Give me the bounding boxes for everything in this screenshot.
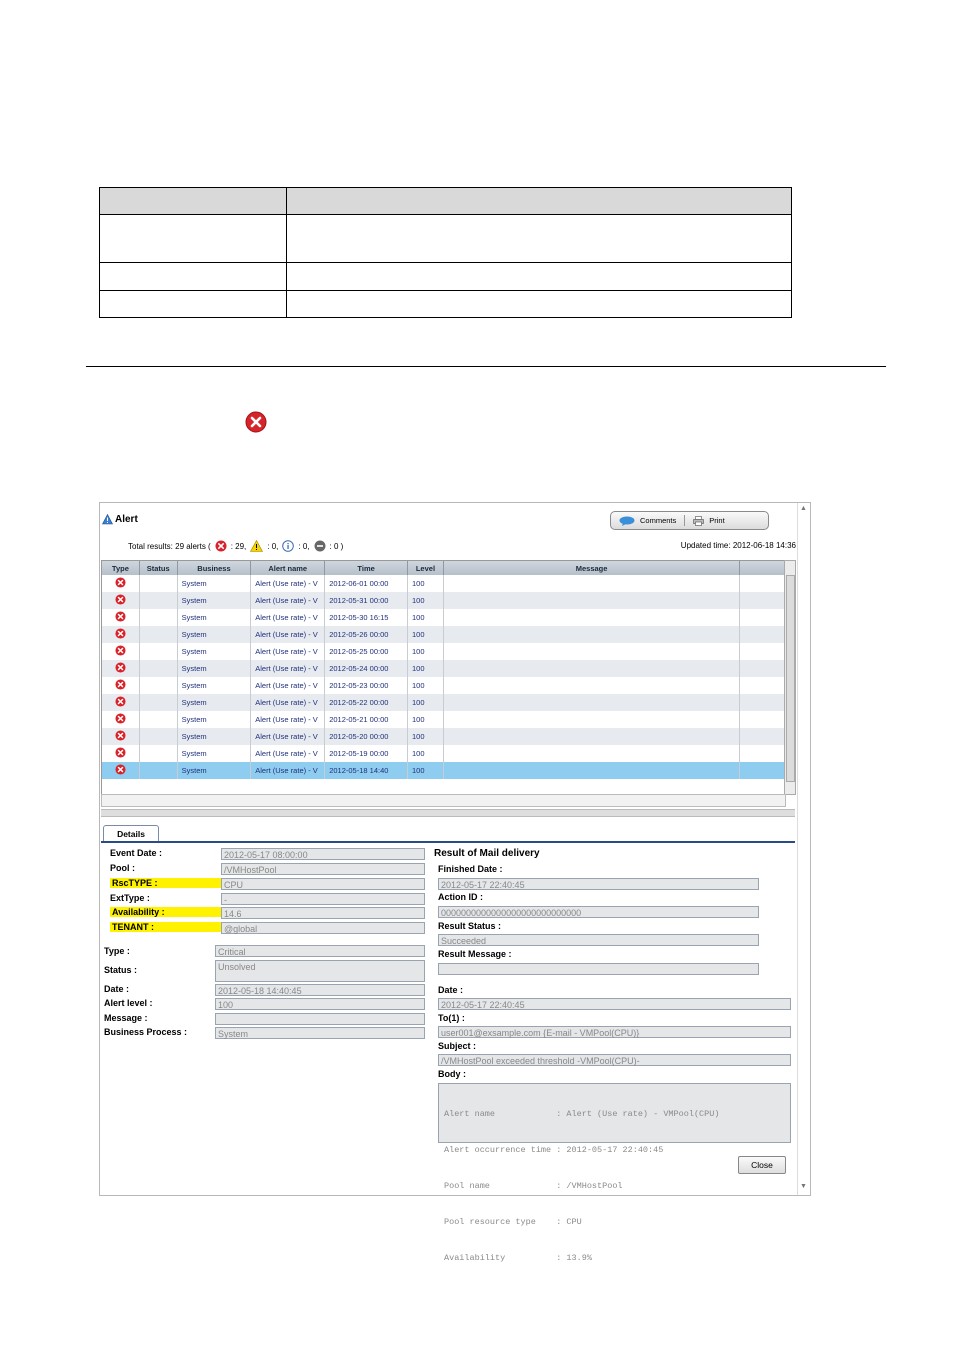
status-cell — [139, 728, 177, 745]
time-cell: 2012-05-20 00:00 — [325, 728, 408, 745]
exttype-label: ExtType : — [110, 893, 150, 903]
info-icon — [282, 540, 294, 552]
type-label: Type : — [104, 946, 130, 956]
type-cell — [102, 575, 139, 592]
spacer-cell — [740, 677, 785, 694]
spacer-cell — [740, 745, 785, 762]
status-field[interactable]: Unsolved — [215, 960, 425, 982]
date-field[interactable]: 2012-05-18 14:40:45 — [215, 984, 425, 996]
level-cell: 100 — [408, 711, 444, 728]
spacer-cell — [740, 762, 785, 779]
alert-name-cell: Alert (Use rate) - V — [251, 694, 325, 711]
subject-field[interactable]: /VMHostPool exceeded threshold -VMPool(CPU)- — [438, 1054, 791, 1066]
time-cell: 2012-06-01 00:00 — [325, 575, 408, 592]
horizontal-rule — [86, 366, 886, 367]
table-row[interactable] — [102, 592, 785, 609]
business-cell: System — [177, 745, 251, 762]
level-cell: 100 — [408, 592, 444, 609]
finished-date-field[interactable]: 2012-05-17 22:40:45 — [438, 878, 759, 890]
info-count: : 0, — [298, 541, 310, 551]
tenant-field[interactable]: @global — [221, 922, 425, 934]
table-cell — [287, 215, 792, 263]
business-cell: System — [177, 609, 251, 626]
type-cell — [102, 745, 139, 762]
spacer-cell — [740, 575, 785, 592]
result-message-field[interactable] — [438, 963, 759, 975]
message-cell — [443, 694, 739, 711]
type-cell — [102, 660, 139, 677]
spacer-cell — [740, 660, 785, 677]
status-cell — [139, 609, 177, 626]
column-header-type[interactable]: Type — [102, 561, 139, 575]
message-cell — [443, 660, 739, 677]
spacer-cell — [740, 626, 785, 643]
spacer-cell — [740, 592, 785, 609]
column-header-status[interactable]: Status — [139, 561, 177, 575]
alert-window — [99, 502, 811, 1263]
status-label: Status : — [104, 965, 138, 975]
time-cell: 2012-05-30 16:15 — [325, 609, 408, 626]
window-title — [102, 514, 138, 525]
spacer-cell — [740, 711, 785, 728]
body-line: Alert name : Alert (Use rate) - VMPool(CPU) — [444, 1109, 720, 1119]
time-cell: 2012-05-21 00:00 — [325, 711, 408, 728]
status-cell — [139, 762, 177, 779]
business-cell: System — [177, 677, 251, 694]
type-cell — [102, 643, 139, 660]
table-cell — [287, 188, 792, 215]
table-row[interactable] — [102, 728, 785, 745]
business-cell: System — [177, 711, 251, 728]
message-cell — [443, 609, 739, 626]
print-label: Print — [709, 516, 725, 525]
exttype-field[interactable]: - — [221, 893, 425, 905]
table-row[interactable] — [102, 694, 785, 711]
critical-icon — [115, 679, 126, 690]
summary-prefix: Total results: 29 alerts ( — [128, 541, 211, 551]
date-label: Date : — [104, 984, 130, 994]
message-cell — [443, 592, 739, 609]
alert-grid — [101, 560, 786, 795]
critical-count: : 29, — [230, 541, 247, 551]
alert-name-cell: Alert (Use rate) - V — [251, 660, 325, 677]
event-date-label: Event Date : — [110, 848, 163, 858]
window-scrollbar[interactable] — [797, 503, 810, 1195]
status-cell — [139, 643, 177, 660]
body-label: Body : — [438, 1069, 466, 1079]
message-cell — [443, 626, 739, 643]
level-cell: 100 — [408, 575, 444, 592]
table-cell — [287, 290, 792, 317]
alert-name-cell: Alert (Use rate) - V — [251, 762, 325, 779]
document-table — [99, 187, 792, 318]
action-id-label: Action ID : — [438, 892, 483, 902]
availability-field[interactable]: 14.6 — [221, 907, 425, 919]
critical-icon — [115, 747, 126, 758]
close-button[interactable]: Close — [738, 1156, 786, 1174]
updated-time: Updated time: 2012-06-18 14:36 — [680, 541, 796, 550]
message-label: Message : — [104, 1013, 148, 1023]
type-cell — [102, 626, 139, 643]
spacer-cell — [740, 643, 785, 660]
result-message-label: Result Message : — [438, 949, 512, 959]
message-cell — [443, 643, 739, 660]
business-process-field[interactable]: System — [215, 1027, 425, 1039]
grid-header — [102, 561, 785, 575]
comments-button[interactable] — [611, 512, 684, 529]
critical-icon — [115, 611, 126, 622]
table-row[interactable] — [102, 745, 785, 762]
alert-level-label: Alert level : — [104, 998, 153, 1008]
alert-name-cell: Alert (Use rate) - V — [251, 677, 325, 694]
tab-underline — [101, 841, 795, 843]
unknown-icon — [314, 540, 326, 552]
table-row[interactable] — [102, 711, 785, 728]
level-cell: 100 — [408, 694, 444, 711]
alert-name-cell: Alert (Use rate) - V — [251, 711, 325, 728]
alert-name-cell: Alert (Use rate) - V — [251, 745, 325, 762]
body-line: Availability : 13.9% — [444, 1253, 592, 1263]
column-header-message[interactable]: Message — [443, 561, 739, 575]
table-row[interactable] — [102, 677, 785, 694]
spacer-cell — [740, 694, 785, 711]
message-cell — [443, 575, 739, 592]
type-cell — [102, 728, 139, 745]
pool-label: Pool : — [110, 863, 135, 873]
critical-icon — [115, 594, 126, 605]
tenant-label: TENANT : — [110, 922, 222, 932]
warning-icon — [102, 514, 113, 525]
column-header-business[interactable]: Business — [177, 561, 251, 575]
alert-summary — [128, 540, 343, 552]
finished-date-label: Finished Date : — [438, 864, 503, 874]
warning-count: : 0, — [267, 541, 279, 551]
action-id-field[interactable]: 0000000000000000000000000000 — [438, 906, 759, 918]
business-cell: System — [177, 592, 251, 609]
message-cell — [443, 711, 739, 728]
critical-icon — [115, 577, 126, 588]
body-line: Pool name : /VMHostPool — [444, 1181, 623, 1191]
table-row[interactable] — [102, 762, 785, 779]
status-cell — [139, 575, 177, 592]
rsctype-label: RscTYPE : — [110, 878, 222, 888]
business-process-label: Business Process : — [104, 1027, 188, 1037]
time-cell: 2012-05-25 00:00 — [325, 643, 408, 660]
type-cell — [102, 711, 139, 728]
type-cell — [102, 592, 139, 609]
column-header-time[interactable]: Time — [325, 561, 408, 575]
critical-icon — [115, 662, 126, 673]
business-cell: System — [177, 575, 251, 592]
body-line: Pool resource type : CPU — [444, 1217, 582, 1227]
scrollbar-thumb[interactable] — [786, 575, 795, 782]
comments-label: Comments — [640, 516, 677, 525]
level-cell: 100 — [408, 609, 444, 626]
table-cell — [100, 263, 287, 290]
time-cell: 2012-05-22 00:00 — [325, 694, 408, 711]
column-header-spacer — [740, 561, 785, 575]
spacer-cell — [740, 728, 785, 745]
scroll-up-icon[interactable]: ▲ — [800, 505, 807, 512]
comment-icon — [619, 516, 635, 526]
alert-name-cell: Alert (Use rate) - V — [251, 609, 325, 626]
level-cell: 100 — [408, 677, 444, 694]
level-cell: 100 — [408, 745, 444, 762]
mail-date-field[interactable]: 2012-05-17 22:40:45 — [438, 998, 791, 1010]
alert-name-cell: Alert (Use rate) - V — [251, 592, 325, 609]
message-cell — [443, 677, 739, 694]
time-cell: 2012-05-24 00:00 — [325, 660, 408, 677]
alert-level-field[interactable]: 100 — [215, 998, 425, 1010]
grid-horizontal-scrollbar[interactable] — [101, 794, 786, 807]
critical-icon — [115, 645, 126, 656]
critical-icon — [115, 764, 126, 775]
type-cell — [102, 694, 139, 711]
business-cell: System — [177, 660, 251, 677]
message-field[interactable] — [215, 1013, 425, 1025]
column-header-alert-name[interactable]: Alert name — [251, 561, 325, 575]
time-cell: 2012-05-23 00:00 — [325, 677, 408, 694]
table-row[interactable] — [102, 643, 785, 660]
alert-name-cell: Alert (Use rate) - V — [251, 728, 325, 745]
tab-details[interactable]: Details — [103, 825, 159, 843]
time-cell: 2012-05-31 00:00 — [325, 592, 408, 609]
alert-name-cell: Alert (Use rate) - V — [251, 643, 325, 660]
table-cell — [100, 290, 287, 317]
unknown-count: : 0 ) — [329, 541, 344, 551]
level-cell: 100 — [408, 643, 444, 660]
status-cell — [139, 626, 177, 643]
status-cell — [139, 694, 177, 711]
rsctype-field[interactable]: CPU — [221, 878, 425, 890]
status-cell — [139, 592, 177, 609]
grid-vertical-scrollbar[interactable] — [784, 560, 796, 795]
column-header-level[interactable]: Level — [408, 561, 444, 575]
time-cell: 2012-05-26 00:00 — [325, 626, 408, 643]
mail-delivery-heading: Result of Mail delivery — [434, 848, 540, 859]
scroll-down-icon[interactable]: ▼ — [800, 1183, 807, 1190]
critical-icon — [115, 730, 126, 741]
table-row[interactable] — [102, 609, 785, 626]
subject-label: Subject : — [438, 1041, 477, 1051]
message-cell — [443, 762, 739, 779]
critical-icon — [115, 713, 126, 724]
status-cell — [139, 711, 177, 728]
critical-icon — [215, 540, 227, 552]
result-status-label: Result Status : — [438, 921, 502, 931]
table-row[interactable] — [102, 575, 785, 592]
message-cell — [443, 728, 739, 745]
critical-icon — [115, 628, 126, 639]
level-cell: 100 — [408, 626, 444, 643]
level-cell: 100 — [408, 762, 444, 779]
spacer-cell — [740, 609, 785, 626]
time-cell: 2012-05-19 00:00 — [325, 745, 408, 762]
message-cell — [443, 745, 739, 762]
type-cell — [102, 677, 139, 694]
type-cell — [102, 609, 139, 626]
level-cell: 100 — [408, 728, 444, 745]
printer-icon — [693, 516, 704, 526]
table-row[interactable] — [102, 626, 785, 643]
critical-icon — [245, 411, 267, 433]
toolbar — [610, 511, 769, 530]
body-line: Alert occurrence time : 2012-05-17 22:40:45 — [444, 1145, 664, 1155]
warning-icon — [250, 540, 263, 552]
alert-name-cell: Alert (Use rate) - V — [251, 626, 325, 643]
business-cell: System — [177, 643, 251, 660]
table-cell — [100, 215, 287, 263]
business-cell: System — [177, 626, 251, 643]
to-field[interactable]: user001@exsample.com {E-mail - VMPool(CPU)} — [438, 1026, 791, 1038]
window-title-text: Alert — [115, 514, 138, 525]
business-cell: System — [177, 728, 251, 745]
level-cell: 100 — [408, 660, 444, 677]
alert-name-cell: Alert (Use rate) - V — [251, 575, 325, 592]
business-cell: System — [177, 762, 251, 779]
type-cell — [102, 762, 139, 779]
table-row[interactable] — [102, 660, 785, 677]
table-cell — [287, 263, 792, 290]
status-cell — [139, 745, 177, 762]
time-cell: 2012-05-18 14:40 — [325, 762, 408, 779]
availability-label: Availability : — [110, 907, 222, 917]
business-cell: System — [177, 694, 251, 711]
critical-icon — [115, 696, 126, 707]
pane-splitter[interactable] — [101, 809, 795, 817]
result-status-field[interactable]: Succeeded — [438, 934, 759, 946]
type-field[interactable]: Critical — [215, 945, 425, 957]
mail-date-label: Date : — [438, 985, 464, 995]
pool-field[interactable]: /VMHostPool — [221, 863, 425, 875]
event-date-field[interactable]: 2012-05-17 08:00:00 — [221, 848, 425, 860]
table-cell — [100, 188, 287, 215]
print-button[interactable] — [685, 512, 732, 529]
status-cell — [139, 677, 177, 694]
status-cell — [139, 660, 177, 677]
to-label: To(1) : — [438, 1013, 465, 1023]
